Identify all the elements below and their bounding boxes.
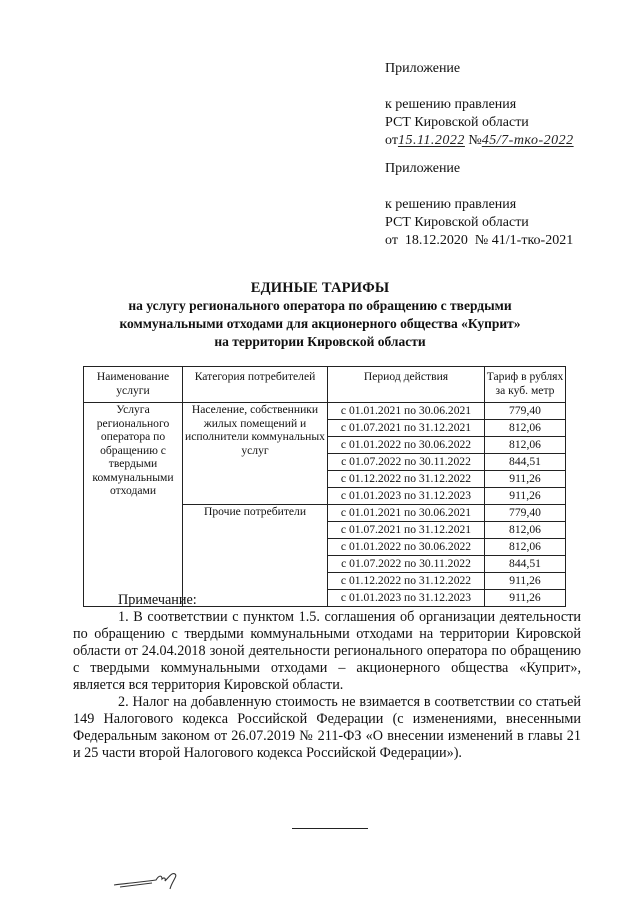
appendix-old-line1: к решению правления <box>385 197 517 212</box>
appendix-new-title: Приложение <box>385 61 461 76</box>
title-sub1: на услугу регионального оператора по обращению с твердыми <box>128 298 512 313</box>
tariff-cell: 779,40 <box>485 505 566 522</box>
period-cell: с 01.01.2023 по 31.12.2023 <box>328 488 485 505</box>
document-title <box>60 280 580 351</box>
handwritten-date: 15.11.2022 <box>397 133 465 148</box>
period-cell: с 01.12.2022 по 31.12.2022 <box>328 573 485 590</box>
period-cell: с 01.07.2021 по 31.12.2021 <box>328 420 485 437</box>
appendix-old-title: Приложение <box>385 161 461 176</box>
tariff-cell: 911,26 <box>485 471 566 488</box>
category-cell-other: Прочие потребители <box>183 505 328 607</box>
table-row <box>84 403 566 420</box>
handwritten-number: 45/7-тко-2022 <box>481 133 574 148</box>
title-sub2: коммунальными отходами для акционерного общества «Куприт» <box>119 316 521 331</box>
period-cell: с 01.12.2022 по 31.12.2022 <box>328 471 485 488</box>
appendix-old-line2: РСТ Кировской области <box>385 215 529 230</box>
signature-mark <box>112 863 192 893</box>
notes-heading: Примечание: <box>118 592 197 608</box>
note-1: 1. В соответствии с пунктом 1.5. соглашения об организации деятельности по обращению с твердыми коммунальными отходами на территории Кировской области от 24.04.2018 зоной деятельности регионального оператора по обращению с твердыми коммунальными отходами – акционерного общества «Куприт», является вся территория Кировской области. <box>73 609 581 693</box>
category-cell-population: Население, собственники жилых помещений и исполнители коммунальных услуг <box>183 403 328 505</box>
tariff-table <box>83 366 566 607</box>
tariff-cell: 911,26 <box>485 590 566 607</box>
tariff-cell: 844,51 <box>485 556 566 573</box>
period-cell: с 01.01.2022 по 30.06.2022 <box>328 437 485 454</box>
header-period: Период действия <box>328 367 485 403</box>
header-tariff: Тариф в рублях за куб. метр <box>485 367 566 403</box>
title-sub3: на территории Кировской области <box>214 334 426 349</box>
period-cell: с 01.07.2021 по 31.12.2021 <box>328 522 485 539</box>
tariff-cell: 779,40 <box>485 403 566 420</box>
appendix-new-block <box>385 60 574 150</box>
appendix-old-line3: от 18.12.2020 № 41/1-тко-2021 <box>385 233 574 248</box>
appendix-new-number-prefix: № <box>468 133 482 148</box>
table-header-row <box>84 367 566 403</box>
appendix-new-line1: к решению правления <box>385 97 517 112</box>
period-cell: с 01.07.2022 по 30.11.2022 <box>328 556 485 573</box>
tariff-cell: 812,06 <box>485 437 566 454</box>
appendix-old-block <box>385 160 573 250</box>
tariff-cell: 911,26 <box>485 488 566 505</box>
notes-section <box>73 592 581 762</box>
tariff-cell: 911,26 <box>485 573 566 590</box>
tariff-cell: 812,06 <box>485 539 566 556</box>
period-cell: с 01.01.2021 по 30.06.2021 <box>328 403 485 420</box>
appendix-new-date-line <box>385 132 574 150</box>
title-main: ЕДИНЫЕ ТАРИФЫ <box>250 280 390 296</box>
appendix-new-date-prefix: от <box>385 133 398 148</box>
note-2: 2. Налог на добавленную стоимость не взимается в соответствии со статьей 149 Налогового кодекса Российской Федерации (с изменениями, внесенными Федеральным законом от 26.07.2019 № 211-ФЗ «О внесении изменений в главы 21 и 25 части второй Налогового кодекса Российской Федерации»). <box>73 694 581 761</box>
separator-line <box>292 828 368 829</box>
period-cell: с 01.01.2023 по 31.12.2023 <box>328 590 485 607</box>
header-service: Наименование услуги <box>84 367 183 403</box>
tariff-cell: 812,06 <box>485 522 566 539</box>
period-cell: с 01.01.2021 по 30.06.2021 <box>328 505 485 522</box>
appendix-new-line2: РСТ Кировской области <box>385 115 529 130</box>
header-category: Категория потребителей <box>183 367 328 403</box>
tariff-cell: 812,06 <box>485 420 566 437</box>
period-cell: с 01.01.2022 по 30.06.2022 <box>328 539 485 556</box>
service-name-cell: Услуга регионального оператора по обращению с твердыми коммунальными отходами <box>84 403 183 607</box>
tariff-cell: 844,51 <box>485 454 566 471</box>
period-cell: с 01.07.2022 по 30.11.2022 <box>328 454 485 471</box>
